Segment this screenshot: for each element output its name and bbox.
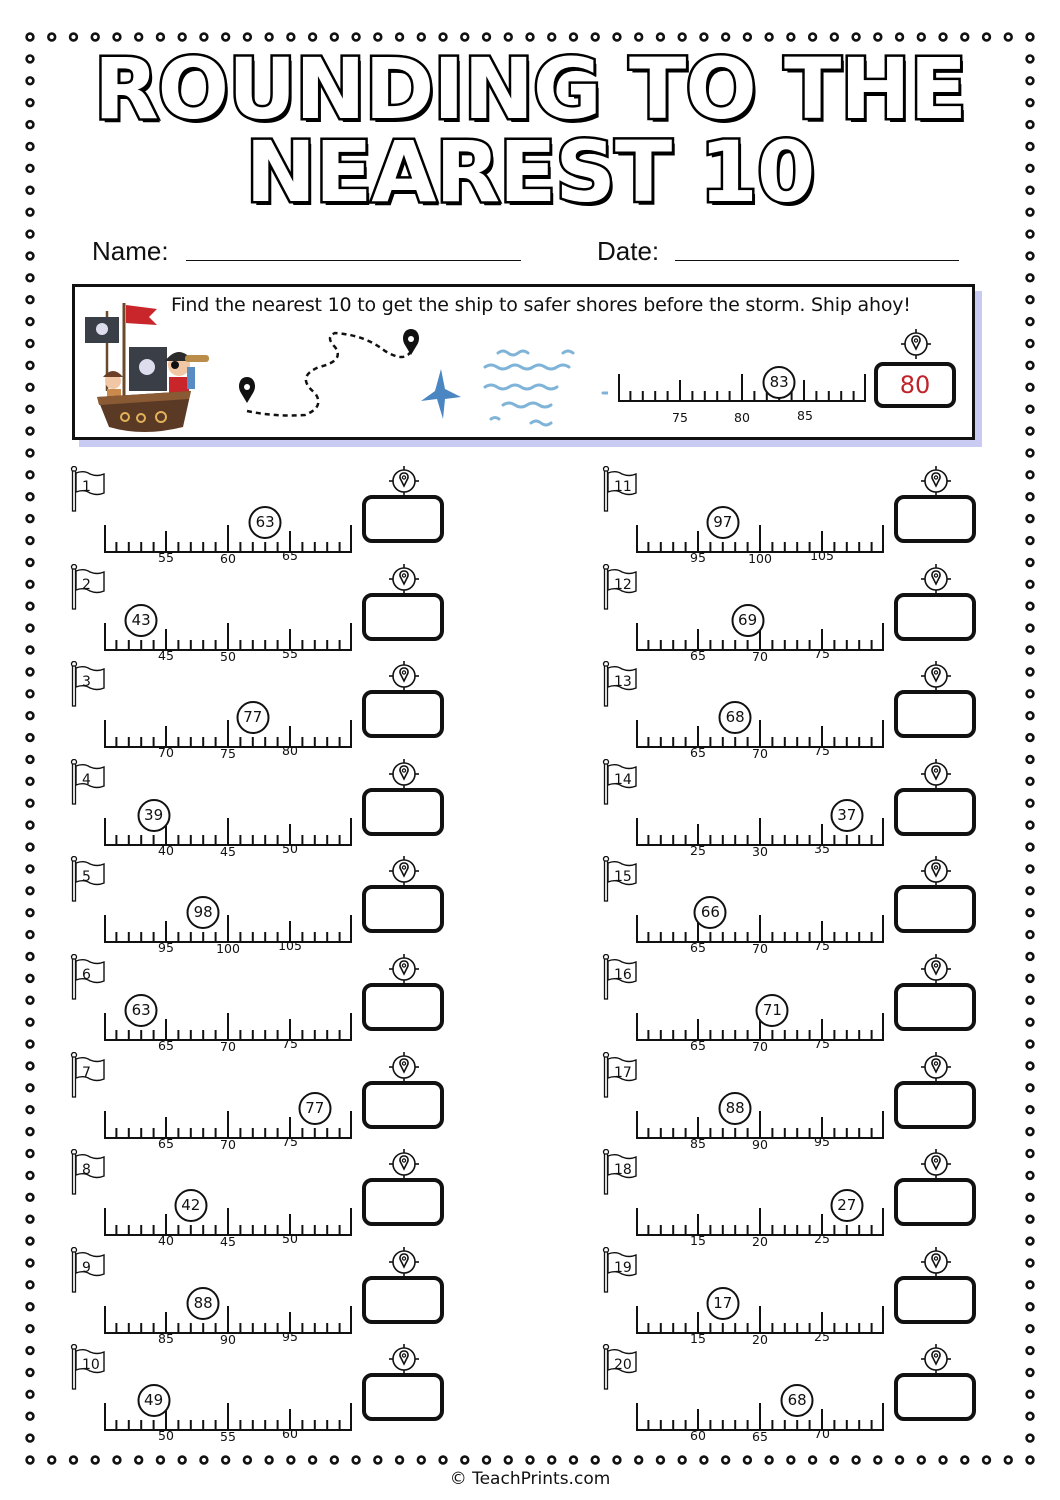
number-line	[636, 797, 888, 857]
number-bubble: 37	[830, 799, 863, 832]
answer-box[interactable]	[894, 1373, 976, 1421]
problem-number: 8	[82, 1162, 91, 1179]
map-pin-icon	[403, 329, 419, 355]
number-bubble: 98	[187, 896, 220, 929]
tick-label: 60	[282, 1426, 298, 1442]
problem-number: 20	[614, 1357, 632, 1374]
number-line	[636, 504, 888, 564]
number-line	[636, 1090, 888, 1150]
target-pin-icon	[389, 1247, 419, 1277]
answer-box[interactable]	[894, 885, 976, 933]
problem-number: 2	[82, 576, 91, 593]
tick-label: 30	[752, 843, 768, 859]
number-line	[104, 699, 356, 762]
tick-label: 70	[752, 1039, 768, 1054]
number-line	[104, 1285, 356, 1345]
tick-label: 60	[690, 1428, 706, 1444]
pirate-ship-illustration	[79, 291, 209, 433]
tick-label: 75	[814, 938, 830, 954]
tick-label: 65	[690, 647, 706, 663]
number-bubble: 43	[125, 604, 158, 637]
problem-number: 13	[614, 674, 632, 691]
answer-box[interactable]	[362, 983, 444, 1031]
tick-label: 65	[282, 548, 298, 563]
example-ruler-ticks	[618, 353, 870, 413]
target-pin-icon	[921, 1247, 951, 1277]
tick-label: 50	[282, 1231, 298, 1247]
tick-label: 55	[158, 550, 174, 565]
tick-label: 45	[158, 647, 174, 663]
problem-item	[602, 1247, 1002, 1347]
number-line	[636, 699, 888, 762]
tick-label: 15	[690, 1330, 706, 1346]
tick-label: 50	[220, 648, 236, 664]
tick-label: 75	[814, 1036, 830, 1051]
number-bubble: 17	[706, 1287, 739, 1320]
answer-box[interactable]	[362, 1081, 444, 1129]
number-bubble: 63	[125, 994, 158, 1027]
answer-box[interactable]	[894, 690, 976, 738]
tick-label: 65	[690, 940, 706, 956]
target-pin-icon	[389, 1149, 419, 1179]
tick-label: 85	[690, 1135, 706, 1151]
tick-label: 95	[158, 940, 174, 956]
problem-number: 3	[82, 674, 91, 691]
number-line	[636, 1187, 888, 1250]
date-label: Date:	[597, 236, 660, 266]
number-line	[104, 1187, 356, 1250]
page-title-line-1: ROUNDING TO THE	[93, 40, 966, 138]
number-line	[104, 797, 356, 857]
tick-label: 100	[216, 941, 240, 957]
tick-label: 65	[690, 745, 706, 761]
number-line	[104, 504, 356, 564]
problem-item	[70, 564, 470, 664]
tick-label: 95	[814, 1133, 830, 1149]
example-tick-label: 85	[797, 408, 813, 423]
problem-item	[602, 1344, 1002, 1445]
tick-label: 85	[158, 1330, 174, 1346]
number-bubble: 39	[137, 799, 170, 832]
tick-label: 70	[220, 1039, 236, 1054]
problem-number: 17	[614, 1064, 632, 1081]
problem-number: 9	[82, 1259, 91, 1276]
answer-box[interactable]	[362, 788, 444, 836]
target-pin-icon	[389, 856, 419, 886]
name-field[interactable]	[186, 260, 521, 261]
number-bubble: 88	[719, 1092, 752, 1125]
problem-number: 19	[614, 1259, 632, 1276]
tick-label: 45	[220, 1234, 236, 1250]
problem-item	[602, 466, 1002, 566]
problem-item	[70, 466, 470, 566]
problem-item	[70, 1052, 470, 1152]
problem-number: 14	[614, 771, 632, 788]
target-pin-icon	[921, 564, 951, 594]
problem-item	[70, 1247, 470, 1347]
example-tick-label: 75	[672, 410, 688, 425]
number-bubble: 77	[236, 701, 269, 734]
number-bubble: 63	[249, 506, 282, 539]
number-line	[104, 1382, 356, 1445]
number-line	[636, 1285, 888, 1345]
tick-label: 40	[158, 1233, 174, 1249]
problem-item	[70, 661, 470, 762]
answer-box[interactable]	[894, 788, 976, 836]
name-label: Name:	[92, 236, 169, 266]
target-pin-icon	[389, 564, 419, 594]
answer-box[interactable]	[894, 593, 976, 641]
page-title-line-2: NEAREST 10	[245, 123, 815, 221]
tick-label: 65	[158, 1038, 174, 1053]
problem-number: 16	[614, 967, 632, 983]
waves-illustration	[483, 349, 608, 429]
tick-label: 90	[220, 1331, 236, 1347]
problem-item	[602, 1052, 1002, 1152]
tick-label: 75	[282, 1036, 298, 1051]
answer-box[interactable]	[362, 1178, 444, 1226]
example-answer-box: 80	[874, 362, 956, 408]
tick-label: 70	[158, 745, 174, 761]
number-line	[636, 602, 888, 662]
number-bubble: 88	[187, 1287, 220, 1320]
number-bubble: 97	[706, 506, 739, 539]
tick-label: 95	[282, 1328, 298, 1344]
number-bubble: 49	[137, 1384, 170, 1417]
problem-item	[602, 759, 1002, 859]
problem-number: 18	[614, 1162, 632, 1179]
tick-label: 75	[814, 743, 830, 759]
number-bubble: 77	[298, 1092, 331, 1125]
number-line	[104, 894, 356, 957]
problem-number: 6	[82, 967, 91, 983]
problem-item	[70, 856, 470, 957]
problem-item	[602, 661, 1002, 762]
tick-label: 65	[690, 1038, 706, 1053]
tick-label: 20	[752, 1331, 768, 1347]
tick-label: 65	[158, 1135, 174, 1151]
problem-number: 10	[82, 1357, 100, 1374]
tick-label: 25	[690, 842, 706, 858]
tick-label: 50	[282, 840, 298, 856]
answer-box[interactable]	[362, 1373, 444, 1421]
answer-box[interactable]	[362, 1276, 444, 1324]
instruction-banner	[72, 284, 975, 440]
answer-box[interactable]	[894, 1276, 976, 1324]
target-pin-icon	[389, 661, 419, 691]
tick-label: 20	[752, 1234, 768, 1250]
number-bubble: 66	[694, 896, 727, 929]
tick-label: 70	[752, 941, 768, 957]
tick-label: 15	[690, 1233, 706, 1249]
tick-label: 70	[752, 648, 768, 664]
problem-number: 7	[82, 1064, 91, 1081]
example-tick-label: 80	[734, 410, 750, 425]
answer-box[interactable]	[362, 495, 444, 543]
answer-box[interactable]	[362, 690, 444, 738]
problem-number: 11	[614, 479, 632, 495]
treasure-map-path	[235, 327, 435, 427]
target-pin-icon	[921, 954, 951, 984]
problem-item	[602, 564, 1002, 664]
target-pin-icon	[921, 1344, 951, 1374]
tick-label: 55	[282, 645, 298, 661]
number-bubble: 71	[756, 994, 789, 1027]
tick-label: 55	[220, 1429, 236, 1445]
problem-item	[70, 1149, 470, 1250]
tick-label: 45	[220, 843, 236, 859]
problem-number: 1	[82, 479, 91, 495]
tick-label: 95	[690, 550, 706, 565]
answer-box[interactable]	[894, 983, 976, 1031]
number-line	[636, 992, 888, 1052]
number-bubble: 42	[174, 1189, 207, 1222]
target-pin-icon	[921, 661, 951, 691]
example-number-bubble: 83	[763, 366, 796, 399]
tick-label: 100	[748, 551, 772, 566]
number-line	[104, 992, 356, 1052]
problem-item	[602, 954, 1002, 1054]
tick-label: 25	[814, 1231, 830, 1247]
problem-item	[602, 1149, 1002, 1250]
answer-box[interactable]	[894, 1081, 976, 1129]
target-pin-icon	[921, 466, 951, 496]
target-pin-icon	[389, 954, 419, 984]
answer-box[interactable]	[362, 593, 444, 641]
problem-number: 15	[614, 869, 632, 886]
map-pin-icon	[239, 377, 255, 403]
answer-box[interactable]	[894, 495, 976, 543]
problem-item	[602, 856, 1002, 957]
target-pin-icon	[389, 466, 419, 496]
target-pin-icon	[901, 329, 931, 359]
tick-label: 70	[220, 1136, 236, 1152]
target-pin-icon	[389, 759, 419, 789]
starfish-icon	[419, 367, 463, 421]
tick-label: 105	[278, 938, 302, 954]
tick-label: 70	[814, 1426, 830, 1442]
target-pin-icon	[921, 759, 951, 789]
tick-label: 80	[282, 743, 298, 759]
problem-number: 12	[614, 576, 632, 593]
target-pin-icon	[389, 1344, 419, 1374]
tick-label: 75	[814, 645, 830, 661]
answer-box[interactable]	[894, 1178, 976, 1226]
number-bubble: 27	[830, 1189, 863, 1222]
number-bubble: 69	[731, 604, 764, 637]
target-pin-icon	[921, 1052, 951, 1082]
tick-label: 70	[752, 746, 768, 762]
number-line	[104, 602, 356, 662]
problem-number: 4	[82, 771, 91, 788]
tick-label: 50	[158, 1428, 174, 1444]
answer-box[interactable]	[362, 885, 444, 933]
tick-label: 60	[220, 551, 236, 566]
number-line	[104, 1090, 356, 1150]
date-field[interactable]	[675, 260, 959, 261]
number-bubble: 68	[781, 1384, 814, 1417]
instruction-text: Find the nearest 10 to get the ship to safer shores before the storm. Ship ahoy!	[171, 294, 911, 316]
target-pin-icon	[921, 856, 951, 886]
problem-item	[70, 1344, 470, 1445]
target-pin-icon	[389, 1052, 419, 1082]
number-line	[636, 894, 888, 957]
problem-item	[70, 954, 470, 1054]
tick-label: 35	[814, 840, 830, 856]
tick-label: 75	[282, 1133, 298, 1149]
problem-item	[70, 759, 470, 859]
tick-label: 75	[220, 746, 236, 762]
target-pin-icon	[921, 1149, 951, 1179]
tick-label: 90	[752, 1136, 768, 1152]
example-number-line	[618, 353, 870, 423]
tick-label: 40	[158, 842, 174, 858]
number-bubble: 68	[719, 701, 752, 734]
number-line	[636, 1382, 888, 1445]
problem-number: 5	[82, 869, 91, 886]
copyright-footer: © TeachPrints.com	[449, 1469, 611, 1489]
tick-label: 25	[814, 1328, 830, 1344]
tick-label: 65	[752, 1429, 768, 1445]
tick-label: 105	[810, 548, 834, 563]
